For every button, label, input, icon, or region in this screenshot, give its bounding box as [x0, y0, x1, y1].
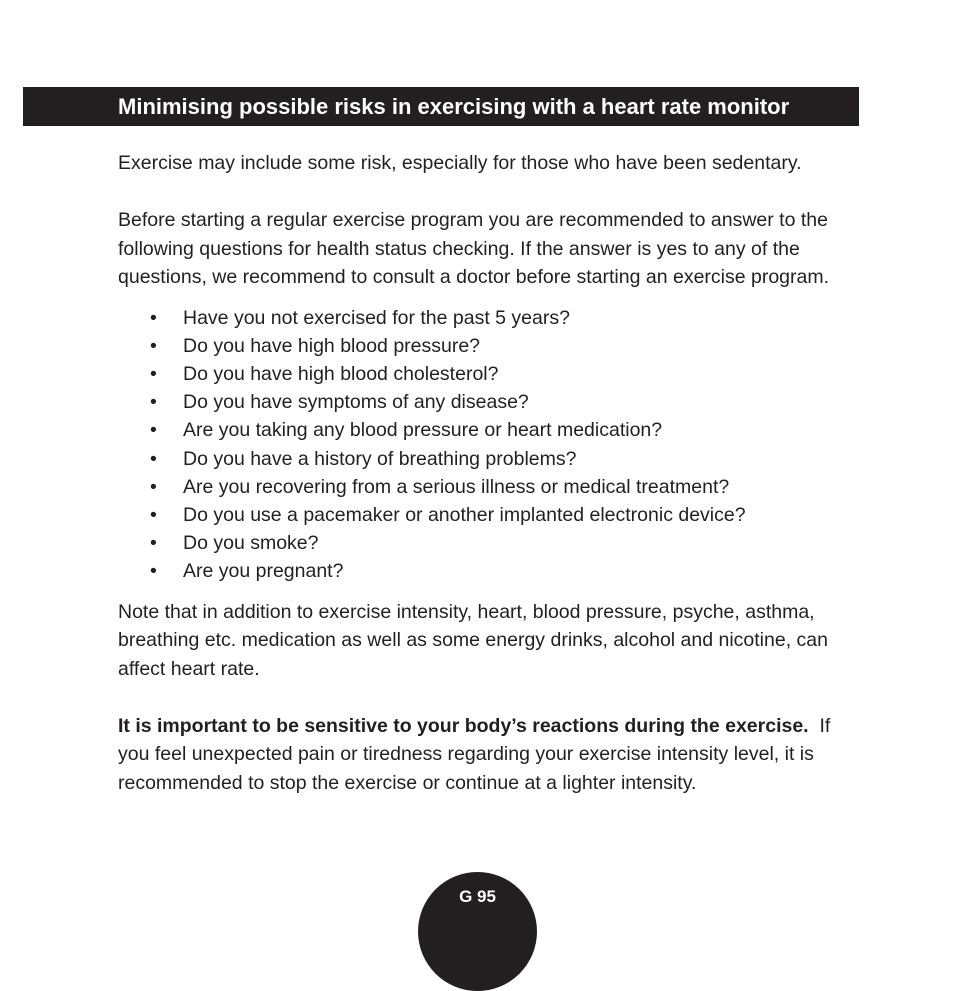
bullet-icon: • — [150, 503, 157, 526]
intro-paragraph: Exercise may include some risk, especially for those who have been sedentary. — [118, 152, 802, 174]
list-item — [118, 416, 858, 444]
section-title: Minimising possible risks in exercising with a heart rate monitor — [118, 94, 790, 119]
note-paragraph: Note that in addition to exercise intensity, heart, blood pressure, psyche, asthma, breathing etc. medication as well as some energy drinks, alcohol and nicotine, can affect heart rate. — [118, 600, 828, 680]
question-text: Do you smoke? — [183, 532, 319, 555]
question-text: Do you have a history of breathing problems? — [183, 447, 577, 470]
list-item — [118, 445, 858, 473]
question-text: Have you not exercised for the past 5 years? — [183, 306, 570, 329]
bullet-icon: • — [150, 447, 157, 470]
warning-paragraph — [118, 712, 858, 798]
question-text: Do you use a pacemaker or another implanted electronic device? — [183, 503, 746, 526]
question-text: Do you have high blood pressure? — [183, 334, 481, 357]
question-text: Do you have high blood cholesterol? — [183, 362, 499, 385]
bullet-icon: • — [150, 419, 157, 442]
page-number: G 95 — [459, 887, 496, 906]
instructions-paragraph: Before starting a regular exercise program you are recommended to answer to the following questions for health status checking. If the answer is yes to any of the questions, we recommend to consult a doctor before starting an exercise program. — [118, 209, 830, 288]
list-item — [118, 388, 858, 416]
warning-text: If you feel unexpected pain or tiredness regarding your exercise intensity level, it is recommended to stop the exercise or continue at a lighter intensity. — [118, 714, 831, 794]
question-text: Do you have symptoms of any disease? — [183, 391, 529, 414]
question-text: Are you taking any blood pressure or heart medication? — [183, 419, 663, 442]
bullet-icon: • — [150, 532, 157, 555]
list-item — [118, 304, 858, 332]
list-item — [118, 473, 858, 501]
section-header-bar — [23, 87, 859, 126]
bullet-icon: • — [150, 362, 157, 385]
bullet-icon: • — [150, 391, 157, 414]
question-text: Are you recovering from a serious illness or medical treatment? — [183, 475, 730, 498]
question-text: Are you pregnant? — [183, 560, 344, 583]
page-number-tab — [418, 872, 537, 991]
bullet-icon: • — [150, 306, 157, 329]
bullet-icon: • — [150, 334, 157, 357]
warning-emphasis: It is important to be sensitive to your body’s reactions during the exercise. — [118, 714, 809, 737]
list-item — [118, 360, 858, 388]
health-question-list — [118, 304, 858, 586]
list-item — [118, 529, 858, 557]
bullet-icon: • — [150, 560, 157, 583]
list-item — [118, 501, 858, 529]
document-body — [118, 149, 858, 797]
list-item — [118, 557, 858, 585]
list-item — [118, 332, 858, 360]
bullet-icon: • — [150, 475, 157, 498]
